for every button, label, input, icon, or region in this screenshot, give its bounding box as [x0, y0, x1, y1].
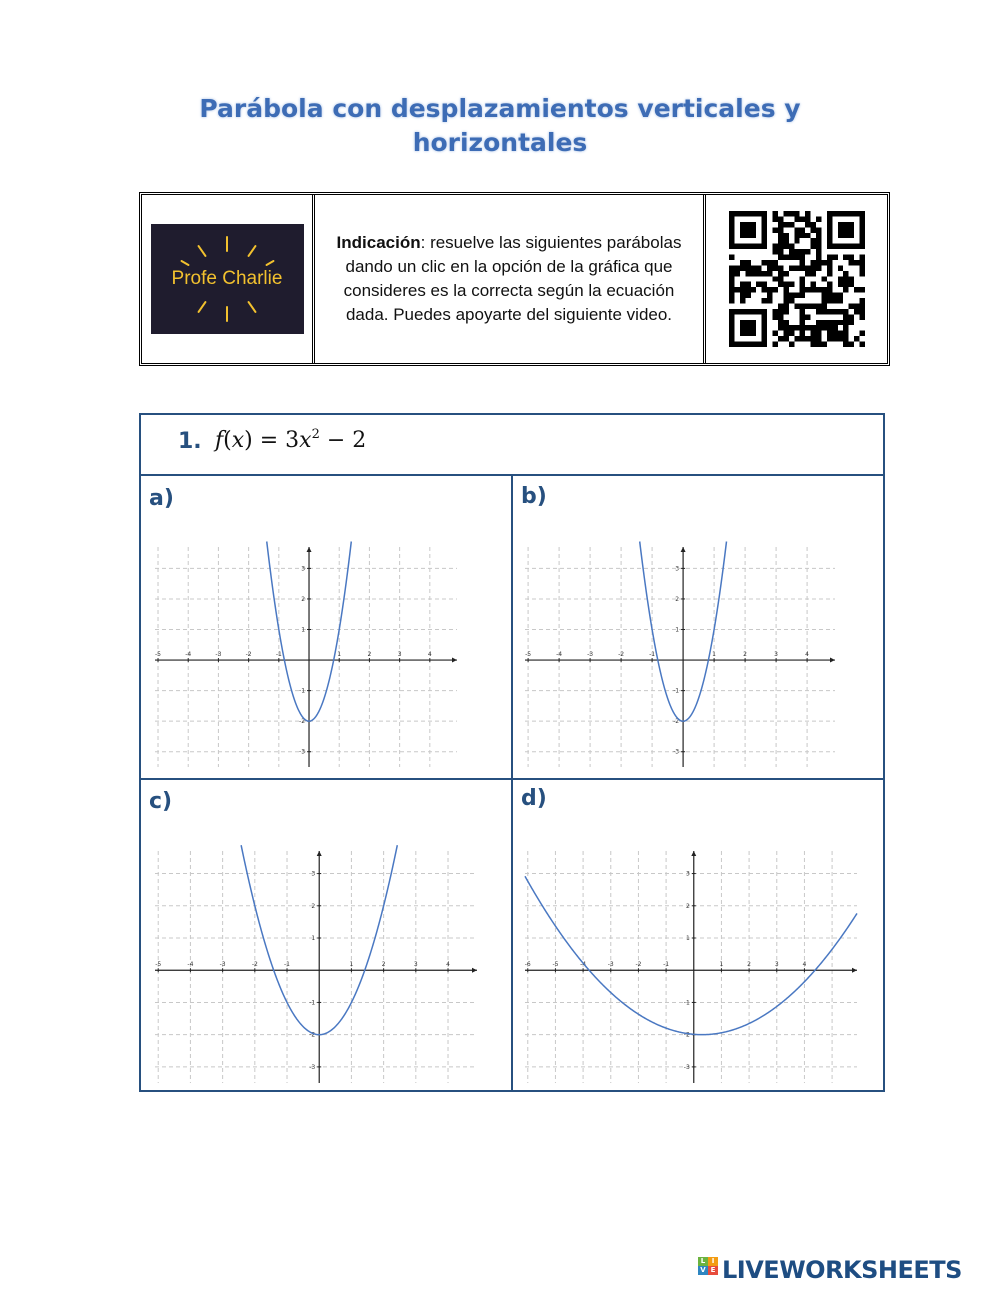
x-tick-label: 4 [446, 961, 450, 969]
x-tick-label: 3 [397, 651, 402, 659]
formula-exponent: 2 [311, 427, 320, 442]
x-axis-arrow [852, 968, 857, 973]
x-tick-label: -5 [155, 961, 162, 969]
page-title [150, 92, 850, 160]
y-tick-label: -3 [673, 748, 680, 756]
y-axis-arrow [691, 851, 696, 856]
x-tick-label: -5 [155, 651, 162, 659]
title-line-2: horizontales [412, 128, 588, 157]
formula-eq: ) = 3 [244, 428, 300, 453]
logo-letter-e: E [708, 1266, 718, 1275]
x-tick-label: 4 [802, 961, 807, 969]
logo-letter-i: I [708, 1257, 718, 1266]
option-c-graph[interactable] [149, 845, 483, 1089]
logo-letter-l: L [698, 1257, 708, 1266]
y-tick-label: 1 [675, 626, 680, 634]
x-tick-label: 1 [712, 651, 717, 659]
formula-x2: x [299, 428, 312, 453]
x-tick-label: -3 [219, 961, 226, 969]
formula-x: x [231, 428, 245, 453]
x-tick-label: 2 [367, 651, 372, 659]
option-d-label[interactable]: d) [521, 786, 547, 811]
logo-letter-v: V [698, 1266, 708, 1275]
option-b-label[interactable]: b) [521, 484, 547, 509]
x-tick-label: 1 [719, 961, 724, 969]
x-tick-label: 1 [349, 961, 354, 969]
y-tick-label: 3 [685, 870, 690, 878]
y-tick-label: 2 [685, 902, 690, 910]
formula-lparen: ( [223, 428, 232, 453]
x-axis-arrow [472, 968, 477, 973]
exercise-formula [215, 427, 366, 453]
y-tick-label: 2 [311, 902, 316, 910]
x-tick-label: -2 [245, 651, 252, 659]
footer-brand [698, 1255, 962, 1285]
x-tick-label: -1 [275, 651, 282, 659]
parabola-curve [525, 876, 857, 1034]
x-tick-label: 2 [747, 961, 752, 969]
option-c-label[interactable]: c) [149, 789, 173, 814]
x-tick-label: -5 [525, 651, 532, 659]
y-tick-label: -1 [683, 999, 690, 1007]
qr-cell [706, 195, 887, 363]
x-tick-label: -4 [580, 961, 587, 969]
y-tick-label: 1 [301, 626, 306, 634]
x-tick-label: 3 [774, 651, 779, 659]
x-axis-arrow [830, 658, 835, 663]
y-tick-label: -3 [309, 1063, 316, 1071]
y-tick-label: -2 [299, 718, 306, 726]
y-axis-arrow [307, 547, 312, 552]
x-tick-label: 2 [743, 651, 748, 659]
y-axis-arrow [681, 547, 686, 552]
grid-divider-vertical [511, 474, 513, 1090]
y-tick-label: 3 [301, 565, 306, 573]
y-tick-label: 2 [301, 595, 306, 603]
x-tick-label: -1 [663, 961, 670, 969]
profe-charlie-logo [151, 224, 304, 334]
grid-divider-horizontal [141, 778, 883, 780]
y-tick-label: -1 [309, 999, 316, 1007]
x-tick-label: -2 [618, 651, 625, 659]
x-tick-label: -4 [556, 651, 563, 659]
y-tick-label: 1 [685, 935, 690, 942]
x-tick-label: -5 [552, 961, 559, 969]
title-line-1: Parábola con desplazamientos verticales y [199, 94, 801, 123]
x-tick-label: 3 [774, 961, 779, 969]
x-tick-label: -1 [649, 651, 656, 659]
exercise-1 [139, 413, 885, 1092]
x-tick-label: 4 [427, 651, 432, 659]
y-tick-label: 3 [311, 870, 316, 878]
x-tick-label: -2 [635, 961, 642, 969]
logo-cell [142, 195, 315, 363]
y-tick-label: -1 [299, 687, 306, 695]
x-tick-label: -2 [251, 961, 258, 969]
x-tick-label: -6 [524, 961, 531, 969]
instruction-cell [315, 195, 706, 363]
x-tick-label: -3 [607, 961, 614, 969]
instruction-text [315, 231, 703, 327]
x-tick-label: -4 [187, 961, 194, 969]
logo-text: Profe Charlie [171, 268, 283, 289]
info-table [139, 192, 890, 366]
y-tick-label: -2 [683, 1031, 690, 1039]
option-b-graph[interactable] [519, 541, 841, 773]
x-tick-label: 2 [381, 961, 386, 969]
y-axis-arrow [317, 851, 322, 856]
exercise-number: 1. [178, 429, 202, 454]
y-tick-label: 2 [675, 595, 680, 603]
x-tick-label: 4 [805, 651, 810, 659]
x-tick-label: -1 [284, 961, 291, 969]
formula-f: f [215, 428, 224, 453]
y-tick-label: -1 [673, 687, 680, 695]
x-axis-arrow [452, 658, 457, 663]
qr-code-icon[interactable] [729, 211, 865, 347]
option-a-graph[interactable] [149, 541, 463, 773]
liveworksheets-logo-icon [698, 1257, 718, 1283]
y-tick-label: 1 [311, 935, 316, 942]
formula-tail: − 2 [319, 428, 367, 453]
option-a-label[interactable]: a) [149, 486, 174, 511]
y-tick-label: -2 [673, 718, 680, 726]
x-tick-label: -3 [215, 651, 222, 659]
x-tick-label: -3 [587, 651, 594, 659]
y-tick-label: 3 [675, 565, 680, 573]
y-tick-label: -3 [683, 1063, 690, 1071]
x-tick-label: -4 [185, 651, 192, 659]
y-tick-label: -2 [309, 1031, 316, 1039]
exercise-header [141, 415, 883, 476]
instruction-label: Indicación [336, 233, 421, 252]
option-d-graph[interactable] [519, 845, 863, 1089]
x-tick-label: 3 [413, 961, 418, 969]
brand-name: LIVEWORKSHEETS [722, 1256, 962, 1284]
instruction-body: : resuelve las siguientes parábolas dando un clic en la opción de la gráfica que consideres es la correcta según la ecuación dada. Puedes apoyarte del siguiente video. [343, 233, 682, 324]
y-tick-label: -3 [299, 748, 306, 756]
x-tick-label: 1 [337, 651, 342, 659]
